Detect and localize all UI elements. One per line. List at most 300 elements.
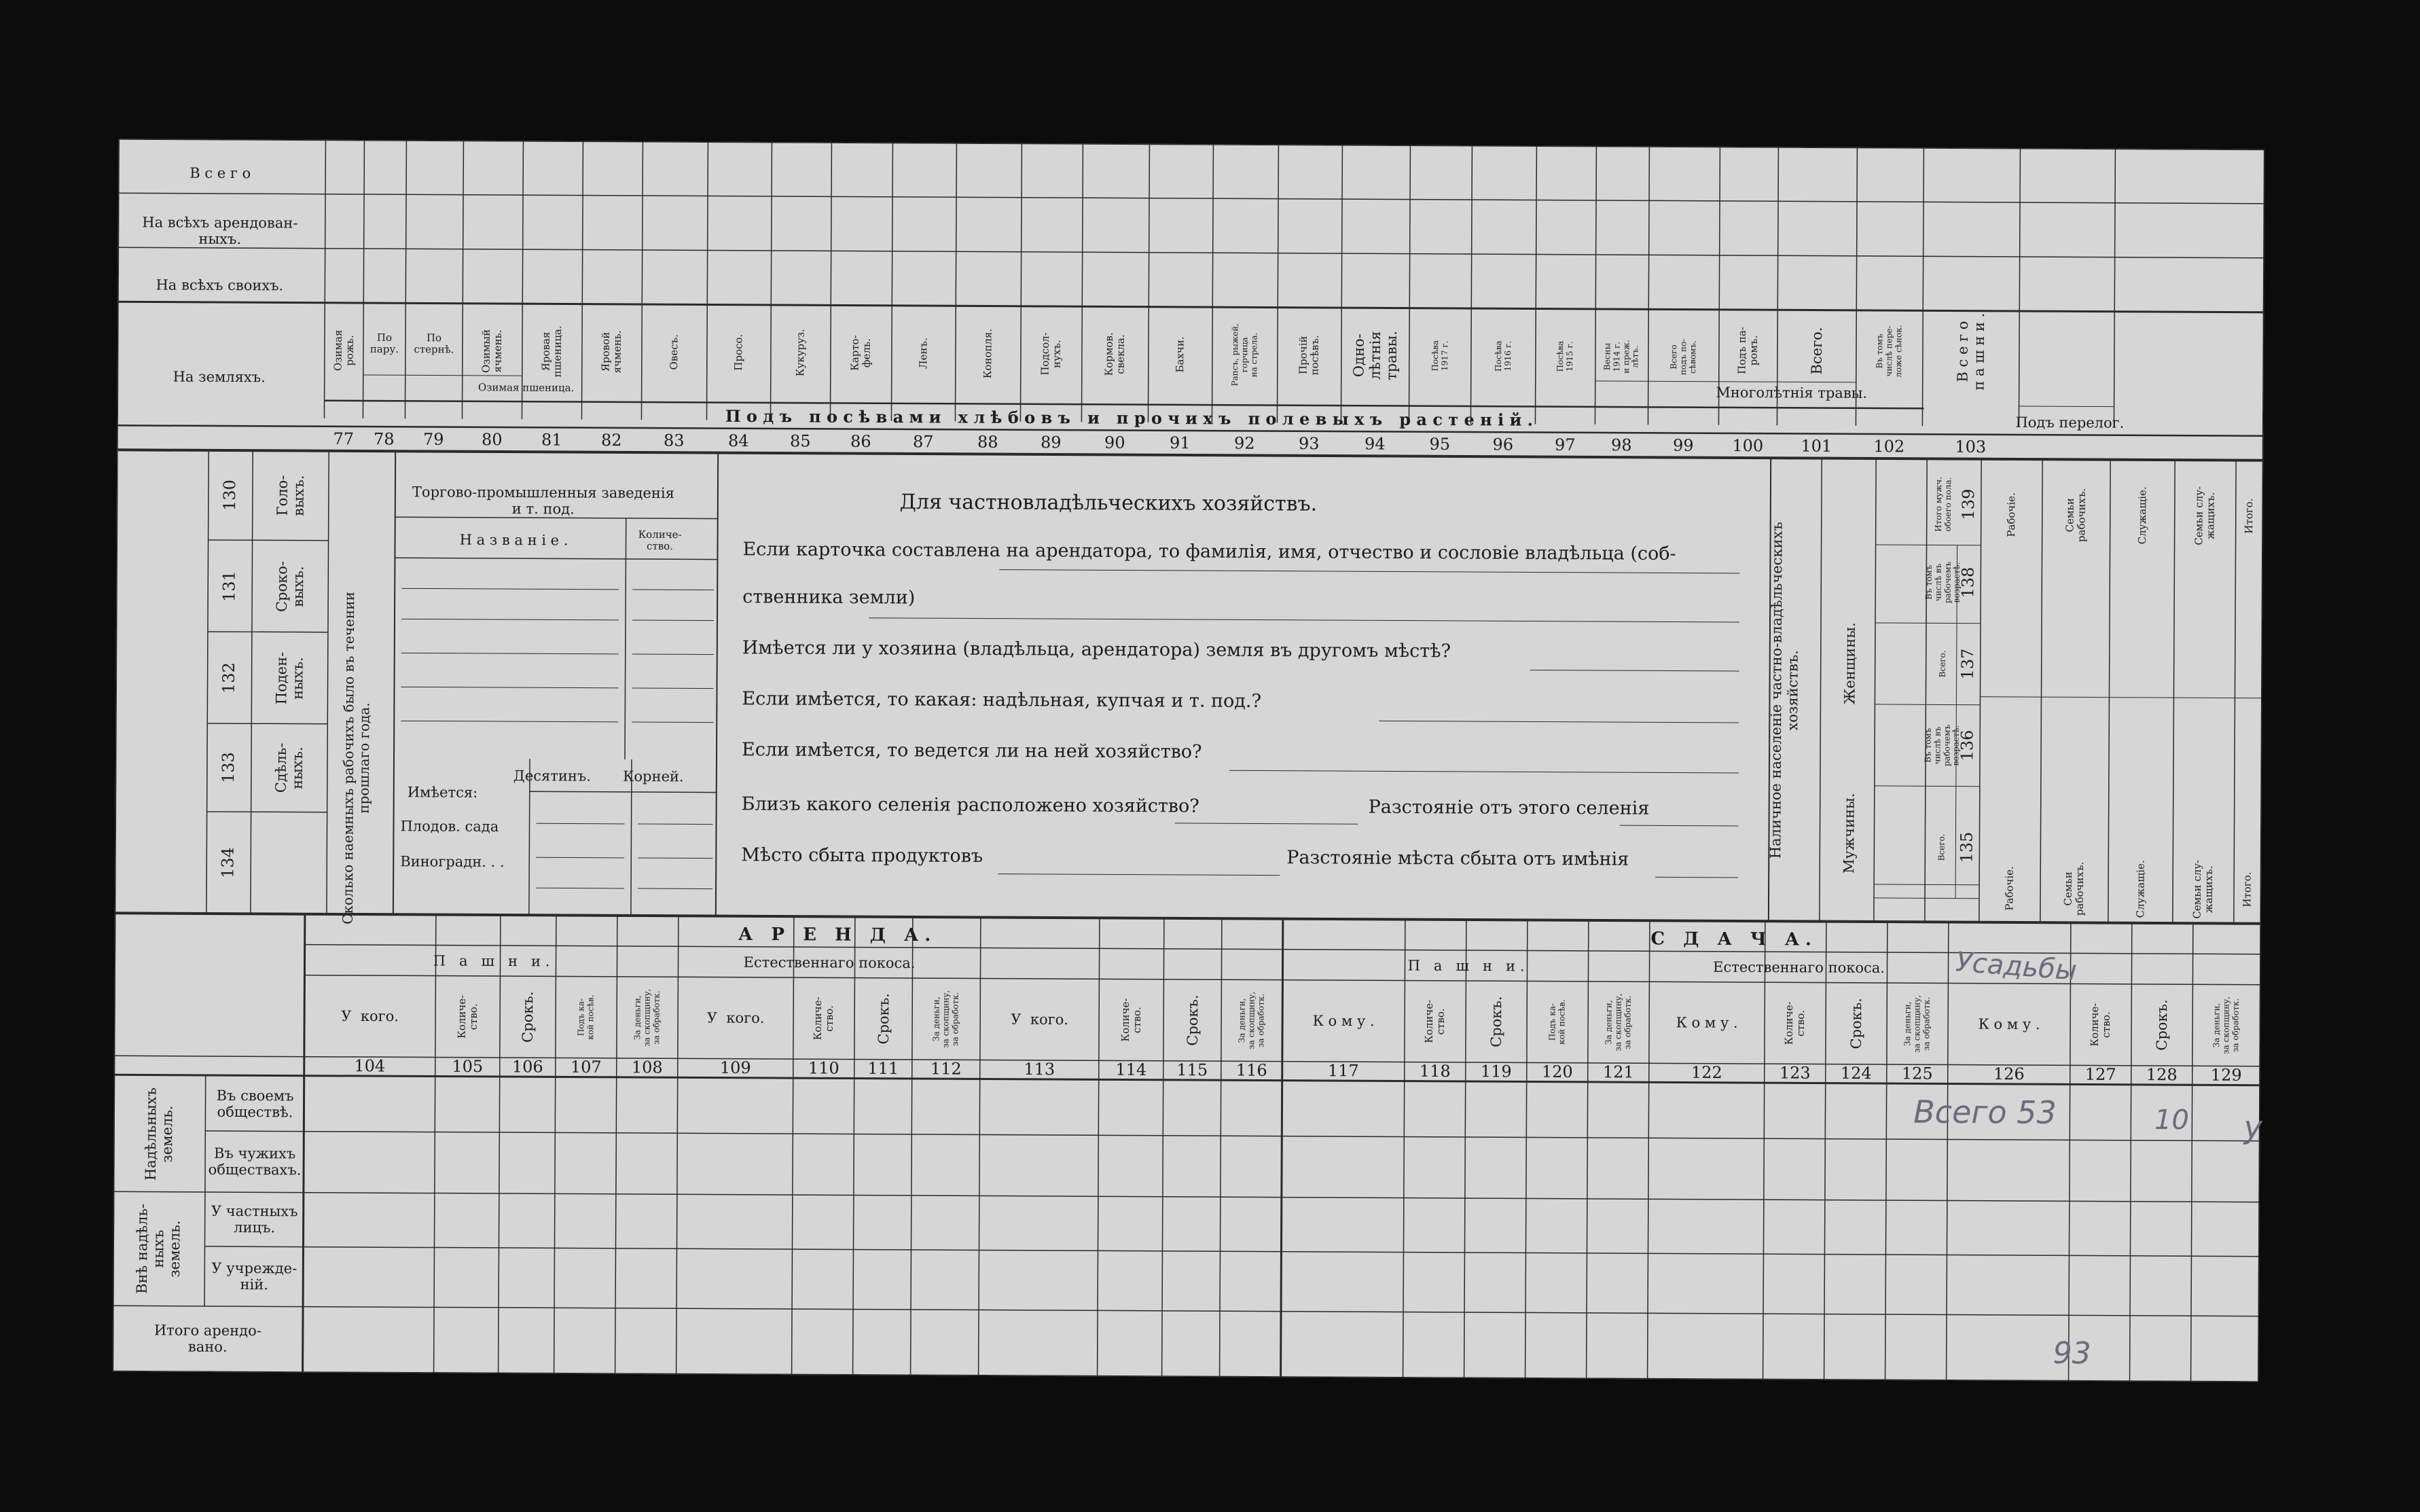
handwriting-entry-c: у: [2243, 1109, 2263, 1146]
dotted-line: [998, 874, 1280, 876]
lease-column-header: За деньги, за скопщину, за обработк.: [632, 988, 662, 1047]
dotted-line: [401, 721, 618, 722]
desyatin-header: Десятинъ.: [513, 768, 592, 785]
worker-type-number: 134: [218, 847, 238, 879]
crop-column-line: [1148, 144, 1149, 422]
sublet-column-header: За деньги, за скопщину, за обработк.: [1902, 994, 1932, 1053]
crop-column-line: [1212, 144, 1213, 422]
population-column-top: Семьи рабочихъ.: [2063, 488, 2088, 543]
sublet-column-header: Срокъ.: [1487, 996, 1505, 1047]
private-line-other-land: Имѣется ли у хозяина (владѣльца, арендатора) земля въ другомъ мѣстѣ?: [742, 637, 1451, 662]
crop-column-line: [1718, 147, 1720, 425]
lease-column-line: [1947, 922, 1949, 1380]
crop-label: По стернѣ.: [414, 331, 454, 356]
dotted-line: [638, 888, 712, 889]
worker-type-number: 131: [219, 570, 239, 602]
left-item-line: [209, 540, 329, 541]
lease-column-line: [1824, 922, 1826, 1380]
sublet-column-header: Количе- ство.: [1422, 999, 1447, 1043]
population-title: Наличное населенiе частно-владѣльческихъ хозяйствъ.: [1767, 522, 1801, 859]
crop-column-line: [830, 142, 831, 420]
arenda-title: А Р Е Н Д А .: [738, 924, 931, 946]
row-label-on-lands: На земляхъ.: [173, 368, 266, 386]
crop-column-number: 97: [1554, 435, 1576, 454]
lease-column-header: Срокъ.: [1184, 994, 1201, 1046]
sublet-column-header: К о м у .: [1312, 1012, 1375, 1030]
women-label: Женщины.: [1841, 622, 1858, 705]
sublet-column-number: 128: [2146, 1065, 2178, 1085]
crop-label: Конопля.: [981, 328, 994, 379]
trade-block-right: [716, 453, 718, 916]
lease-column-header: У кого.: [706, 1009, 765, 1026]
women-working-age-label: Въ томъ числѣ въ рабочемъ возрастѣ.: [1924, 561, 1962, 604]
population-column-bottom: Итого.: [2241, 871, 2254, 907]
winter-wheat-line: [363, 375, 522, 376]
population-column-line: [2040, 459, 2042, 922]
crop-label: По пару.: [369, 331, 399, 356]
lease-column-line: [1763, 921, 1765, 1380]
women-total-label: Всего.: [1937, 650, 1947, 678]
men-label: Мужчины.: [1841, 793, 1858, 874]
pop-line: [1874, 898, 1979, 899]
crop-column-line: [706, 142, 708, 420]
population-column-bottom: Служащiе.: [2133, 860, 2147, 918]
lease-row-line: [204, 1246, 2259, 1257]
lease-column-header: У кого.: [1011, 1011, 1069, 1028]
pop-line: [1875, 704, 1980, 705]
header-perennial-grasses: Многолѣтнiя травы.: [1716, 384, 1868, 401]
dotted-line: [401, 588, 619, 590]
sublet-column-number: 129: [2210, 1065, 2242, 1085]
lease-column-header: Срокъ.: [875, 993, 892, 1045]
population-number: 137: [1957, 648, 1978, 680]
population-column-top: Семьи слу- жащихъ.: [2192, 486, 2217, 545]
crop-label: Подъ па- ромъ.: [1735, 327, 1760, 374]
vineyard-label: Виноградн. . .: [400, 853, 505, 871]
header-fallow: Подъ перелог.: [2015, 414, 2125, 431]
total-both-sexes-label: Итого мужч. обоего пола.: [1933, 476, 1953, 532]
crop-column-number: 99: [1672, 435, 1694, 455]
pop-line: [1875, 786, 1980, 787]
crop-column-number: 85: [789, 431, 811, 451]
sheet-top-border: [118, 139, 2264, 149]
men-total-label: Всего.: [1936, 833, 1947, 861]
private-line-village-distance: Разстоянiе отъ этого селенiя: [1368, 796, 1650, 819]
sublet-column-header: К о м у .: [1978, 1015, 2040, 1033]
crop-label: В с е г о п а ш н и .: [1954, 312, 1988, 391]
crop-column-number: 83: [663, 431, 685, 450]
crop-label: Бахчи.: [1174, 336, 1187, 373]
private-line-farming: Если имѣется, то ведется ли на ней хозяйство?: [741, 739, 1202, 763]
dotted-line: [1620, 825, 1739, 826]
pop-line: [1980, 697, 2262, 698]
lease-column-line: [434, 915, 436, 1373]
lease-column-line: [853, 917, 855, 1375]
sublet-column-number: 119: [1480, 1062, 1512, 1081]
sublet-column-number: 118: [1419, 1061, 1451, 1081]
lease-column-line: [2191, 923, 2193, 1382]
population-number: 135: [1957, 831, 1976, 863]
lease-row-line: [113, 1306, 2259, 1316]
sublet-column-number: 125: [1901, 1064, 1933, 1083]
crop-column-line: [1922, 147, 1924, 426]
crop-column-line: [363, 140, 364, 418]
crop-column-line: [770, 142, 772, 420]
population-column-top: Служащiе.: [2135, 486, 2148, 545]
crop-column-number: 84: [727, 431, 749, 451]
row-line: [118, 247, 2264, 257]
lease-column-number: 113: [1024, 1060, 1055, 1079]
crop-column-number: 88: [977, 432, 998, 452]
lease-column-number: 105: [452, 1056, 484, 1077]
dotted-line: [537, 823, 625, 824]
population-column-top: Итого.: [2243, 498, 2256, 534]
crop-column-line: [1409, 145, 1410, 424]
row-group-non-allotment: Внѣ надѣль- ныхъ земель.: [133, 1204, 183, 1294]
worker-type-number: 132: [219, 662, 238, 694]
lease-column-header: У кого.: [341, 1007, 399, 1025]
crop-column-number: 93: [1298, 433, 1320, 454]
dotted-line: [1655, 877, 1738, 878]
crop-column-number: 87: [912, 432, 934, 452]
private-line-village: Близъ какого селенiя расположено хозяйство?: [741, 793, 1199, 817]
lease-column-line: [1162, 918, 1164, 1377]
row-label-own: На всѣхъ своихъ.: [156, 276, 284, 294]
dotted-line: [869, 618, 1739, 622]
lease-column-line: [113, 913, 115, 1371]
sheet-bottom-border: [113, 1371, 2259, 1382]
crop-column-number: 95: [1429, 434, 1451, 454]
crop-column-number: 82: [600, 430, 622, 450]
lease-column-line: [1885, 922, 1888, 1380]
crop-label: Одно- лѣтнiя травы.: [1350, 330, 1401, 380]
lease-column-line: [2130, 923, 2132, 1382]
crop-label: Прочiй посѣвъ.: [1297, 335, 1322, 376]
lease-column-number: 107: [570, 1057, 602, 1077]
crop-column-number: 78: [373, 429, 395, 449]
crop-label: Кормов. свекла.: [1102, 332, 1127, 376]
dotted-line: [632, 688, 714, 689]
worker-type-label: Сроко- выхъ.: [273, 560, 307, 612]
worker-type-number: 133: [219, 752, 238, 784]
sublet-column-number: 122: [1691, 1062, 1722, 1083]
crop-label: Яровая пшеница.: [539, 325, 564, 378]
crop-column-line: [581, 141, 583, 420]
crop-column-number: 90: [1104, 433, 1125, 452]
dotted-line: [1175, 823, 1358, 824]
crop-label: Всего подъ по- сѣвомъ.: [1669, 338, 1697, 376]
crop-column-line: [2114, 149, 2115, 427]
left-block-line: [251, 450, 253, 914]
population-column-line: [1874, 458, 1876, 922]
crop-column-line: [1648, 146, 1649, 425]
lease-column-header: Количе- ство.: [811, 996, 836, 1041]
lease-column-number: 114: [1115, 1060, 1147, 1079]
census-card: [113, 139, 2265, 1382]
sublet-column-number: 123: [1779, 1063, 1811, 1083]
crop-column-line: [1535, 145, 1536, 424]
trade-line: [395, 558, 717, 559]
row-other-societies: Въ чужихъ обществахъ.: [208, 1145, 302, 1178]
lease-column-header: Количе- ство.: [455, 994, 480, 1039]
trade-block-line: [393, 451, 395, 914]
has-line: [530, 791, 717, 792]
left-item-line: [209, 450, 329, 451]
crop-column-line: [522, 141, 523, 419]
crop-label: Посѣва 1916 г.: [1493, 340, 1513, 372]
population-number: 136: [1957, 730, 1977, 761]
crop-column-line: [1470, 145, 1472, 424]
crop-column-line: [1081, 143, 1083, 422]
crop-column-line: [1777, 147, 1778, 425]
sublet-column-number: 117: [1327, 1061, 1359, 1081]
lease-column-number: 111: [867, 1058, 899, 1079]
crop-column-number: 101: [1801, 436, 1832, 456]
dotted-line: [999, 570, 1739, 573]
population-column-line: [1979, 459, 1981, 922]
pop-line: [1875, 623, 1981, 624]
sdacha-title: С Д А Ч А .: [1650, 929, 1812, 950]
lease-column-line: [792, 916, 794, 1375]
trade-name-header: Н а з в а н i е .: [459, 531, 568, 549]
lease-column-line: [2259, 924, 2261, 1382]
lease-column-header: Количе- ство.: [1119, 998, 1143, 1042]
crop-column-number: 92: [1233, 433, 1255, 453]
sublet-arable-header: П а ш н и .: [1407, 957, 1525, 975]
sublet-column-number: 121: [1602, 1062, 1634, 1082]
crop-column-line: [1595, 146, 1596, 425]
dotted-line: [1530, 670, 1739, 671]
row-label-rented: На всѣхъ арендован- ныхъ.: [142, 214, 298, 248]
crop-label: Кукуруз.: [794, 329, 807, 377]
crop-label: Всего.: [1808, 327, 1826, 375]
men-working-age-label: Въ томъ числѣ въ рабочемъ возрастѣ.: [1923, 724, 1962, 767]
lease-hayfield-header: Естественнаго покоса.: [743, 954, 916, 971]
crop-column-number: 103: [1955, 437, 1987, 456]
crop-label: Озимая рожь.: [331, 329, 356, 372]
crop-label: Просо.: [732, 334, 745, 371]
lease-column-line: [2069, 922, 2071, 1381]
crop-column-line: [1856, 147, 1857, 426]
sublet-column-header: Срокъ.: [1847, 998, 1865, 1049]
private-line-market: Мѣсто сбыта продуктовъ: [741, 844, 983, 867]
lease-column-number: 109: [719, 1058, 751, 1078]
roots-header: Корней.: [623, 768, 684, 785]
row-label-total: В с е г о: [189, 164, 251, 182]
lease-column-number: 116: [1235, 1060, 1267, 1080]
crop-label: Карто- фель.: [848, 335, 873, 371]
row-line: [118, 193, 2264, 203]
lease-column-number: 115: [1176, 1060, 1208, 1080]
lease-column-line: [499, 915, 501, 1373]
crop-column-number: 98: [1610, 435, 1632, 455]
lease-column-number: 104: [354, 1056, 386, 1076]
lease-row-line: [113, 1191, 2260, 1202]
sublet-column-header: За деньги, за скопщину, за обработк.: [2211, 996, 2241, 1054]
lease-column-line: [676, 916, 679, 1374]
crop-column-line: [1020, 143, 1022, 422]
fallow-line: [2019, 406, 2114, 407]
crop-label: Ленъ.: [917, 338, 930, 369]
left-item-line: [207, 723, 327, 724]
crop-column-number: 96: [1492, 435, 1514, 454]
lease-column-line: [1403, 920, 1405, 1378]
dotted-line: [632, 654, 714, 655]
population-column-line: [2173, 460, 2175, 923]
dotted-line: [638, 858, 712, 859]
crop-column-number: 77: [333, 429, 355, 449]
row-group-line: [204, 1075, 206, 1306]
crop-column-number: 81: [541, 430, 562, 450]
crop-column-line: [2019, 148, 2020, 427]
crop-column-number: 89: [1040, 433, 1062, 452]
row-private-persons: У частныхъ лицъ.: [211, 1202, 298, 1236]
crop-column-line: [891, 143, 892, 421]
dotted-line: [638, 824, 713, 825]
population-column-line: [2108, 460, 2110, 923]
lease-column-number: 108: [631, 1058, 663, 1077]
lease-column-header: Срокъ.: [519, 991, 537, 1043]
crop-column-number: 100: [1732, 436, 1764, 456]
private-line-owner-cont: ственника земли): [742, 586, 916, 609]
lease-column-line: [1587, 920, 1589, 1379]
perennial-line: [1595, 381, 1856, 382]
lease-column-header: За деньги, за скопщину, за обработк.: [931, 990, 960, 1048]
lease-column-line: [1525, 920, 1528, 1378]
population-number: 138: [1958, 566, 1978, 598]
trade-title: Торгово-промышленныя заведенiя и т. под.: [412, 484, 674, 518]
crop-column-line: [955, 143, 956, 421]
crop-label: Озимый ячмень.: [480, 329, 505, 374]
sublet-column-header: Количе- ство.: [1782, 1001, 1807, 1045]
sublet-hayfield-header: Естественнаго покоса.: [1712, 958, 1885, 976]
lease-row-line: [205, 1131, 2260, 1141]
crop-column-line: [405, 140, 406, 418]
lease-column-number: 112: [930, 1059, 962, 1079]
bottom-top-line: [115, 913, 2261, 923]
worker-type-number: 130: [219, 480, 240, 511]
sublet-column-header: Количе- ство.: [2088, 1003, 2113, 1047]
left-block-line: [327, 451, 329, 914]
handwriting-entry: Всего 53: [1913, 1093, 2057, 1131]
population-column-bottom: Семьи слу- жащихъ.: [2190, 859, 2216, 919]
hired-workers-title: Сколько наемныхъ рабочихъ было въ течении прошлаго года.: [339, 592, 373, 924]
sublet-column-header: К о м у .: [1676, 1014, 1738, 1031]
row-own-society: Въ своемъ обществѣ.: [216, 1087, 294, 1121]
sublet-column-number: 127: [2084, 1064, 2116, 1084]
lease-column-line: [1281, 919, 1283, 1378]
header-winter-wheat: Озимая пшеница.: [477, 381, 575, 394]
dotted-line: [632, 620, 714, 621]
dotted-line: [401, 653, 619, 654]
population-column-bottom: Рабочiе.: [2003, 866, 2016, 911]
private-title: Для частновладѣльческихъ хозяйствъ.: [899, 490, 1318, 516]
crop-label: Посѣва 1915 г.: [1555, 340, 1575, 372]
crop-column-number: 80: [481, 430, 503, 450]
crop-column-number: 86: [850, 431, 871, 451]
worker-type-label: Голо- выхъ.: [274, 475, 308, 516]
sublet-column-header: Подъ ка- кой посѣв.: [1547, 999, 1567, 1045]
header-under-crops: П о д ъ п о с ѣ в а м и х л ѣ б о в ъ и п р о ч и х ъ п о л е в ы х ъ р а с т е н i й .: [725, 406, 1534, 430]
pop-line: [1874, 884, 1979, 885]
lease-column-line: [554, 915, 556, 1373]
crop-label: Весны 1914 г. и преж. лѣтъ.: [1602, 340, 1640, 374]
sublet-column-number: 124: [1840, 1063, 1872, 1083]
left-block-line: [206, 450, 209, 914]
private-line-land-type: Если имѣется, то какая: надѣльная, купчая и т. под.?: [742, 688, 1262, 712]
row-line-strong: [118, 302, 2264, 312]
trade-qty-line: [625, 518, 626, 759]
crop-label: Овесъ.: [668, 334, 681, 370]
row-total-rented: Итого арендо- вано.: [153, 1322, 261, 1356]
population-line: [1820, 458, 1822, 922]
lease-column-number: 106: [511, 1057, 543, 1077]
dotted-line: [1379, 721, 1739, 723]
crop-label: Въ томъ числѣ пере- ложе сѣнок.: [1875, 325, 1904, 378]
lease-arable-header: П а ш н и .: [433, 952, 550, 970]
population-column-line: [2234, 461, 2236, 924]
row-institutions: У учрежде- нiй.: [211, 1259, 297, 1293]
crop-label: Посѣва 1917 г.: [1430, 340, 1449, 372]
sublet-column-number: 126: [1993, 1064, 2025, 1084]
lease-column-line: [911, 917, 913, 1375]
sublet-column-number: 120: [1541, 1062, 1573, 1081]
lease-column-header: Подъ ка- кой посѣв.: [576, 994, 596, 1040]
sublet-column-header: Срокъ.: [2153, 999, 2171, 1051]
lease-column-line: [615, 916, 617, 1374]
private-line-owner: Если карточка составлена на арендатора, то фамилiя, имя, отчество и сословiе владѣльца (соб-: [742, 539, 1676, 564]
crop-column-line: [324, 140, 325, 418]
crop-column-number: 79: [422, 429, 444, 449]
crop-column-line: [1341, 145, 1342, 423]
crop-column-line: [1277, 145, 1278, 423]
handwriting-entry-b: 10: [2154, 1104, 2189, 1136]
crop-column-number: 91: [1169, 433, 1191, 453]
dotted-line: [1229, 770, 1739, 773]
worker-type-label: Сдѣль- ныхъ.: [272, 742, 306, 793]
orchard-label: Плодов. сада: [400, 818, 499, 835]
has-label: Имѣется:: [407, 784, 478, 801]
dotted-line: [401, 687, 619, 688]
handwriting-page-number: 93: [2053, 1335, 2091, 1371]
row-group-allotment: Надѣльныхъ земель.: [142, 1087, 176, 1181]
worker-type-label: Поден- ныхъ.: [273, 651, 306, 704]
crop-label: Подсол- нухъ.: [1039, 332, 1064, 376]
lease-column-line: [1648, 920, 1650, 1379]
lease-column-line: [1098, 918, 1100, 1376]
handwriting-top: Усадьбы: [1954, 946, 2078, 987]
crop-column-line: [641, 141, 643, 420]
private-line-market-distance: Разстоянiе мѣста сбыта отъ имѣнiя: [1286, 847, 1629, 870]
crop-label: Рапсъ, рыжей, горчица на стрела.: [1229, 323, 1259, 386]
under-crops-line: [325, 401, 1924, 409]
population-number: 139: [1958, 488, 1979, 520]
dotted-line: [536, 857, 624, 858]
lease-column-line: [979, 918, 981, 1376]
lease-column-number: 110: [808, 1058, 839, 1078]
crop-column-number: 102: [1873, 437, 1905, 456]
dotted-line: [632, 722, 713, 723]
trade-qty-header: Количе- ство.: [638, 528, 682, 553]
population-column-top: Рабочiе.: [2004, 492, 2018, 537]
lease-column-line: [1220, 918, 1222, 1377]
lease-column-line: [1464, 920, 1466, 1378]
lease-column-line: [303, 914, 305, 1373]
dotted-line: [401, 619, 619, 620]
lease-column-header: За деньги, за скопщину, за обработк.: [1237, 991, 1266, 1049]
crop-column-number: 94: [1364, 434, 1386, 454]
population-column-bottom: Семьи рабочихъ.: [2061, 861, 2087, 916]
